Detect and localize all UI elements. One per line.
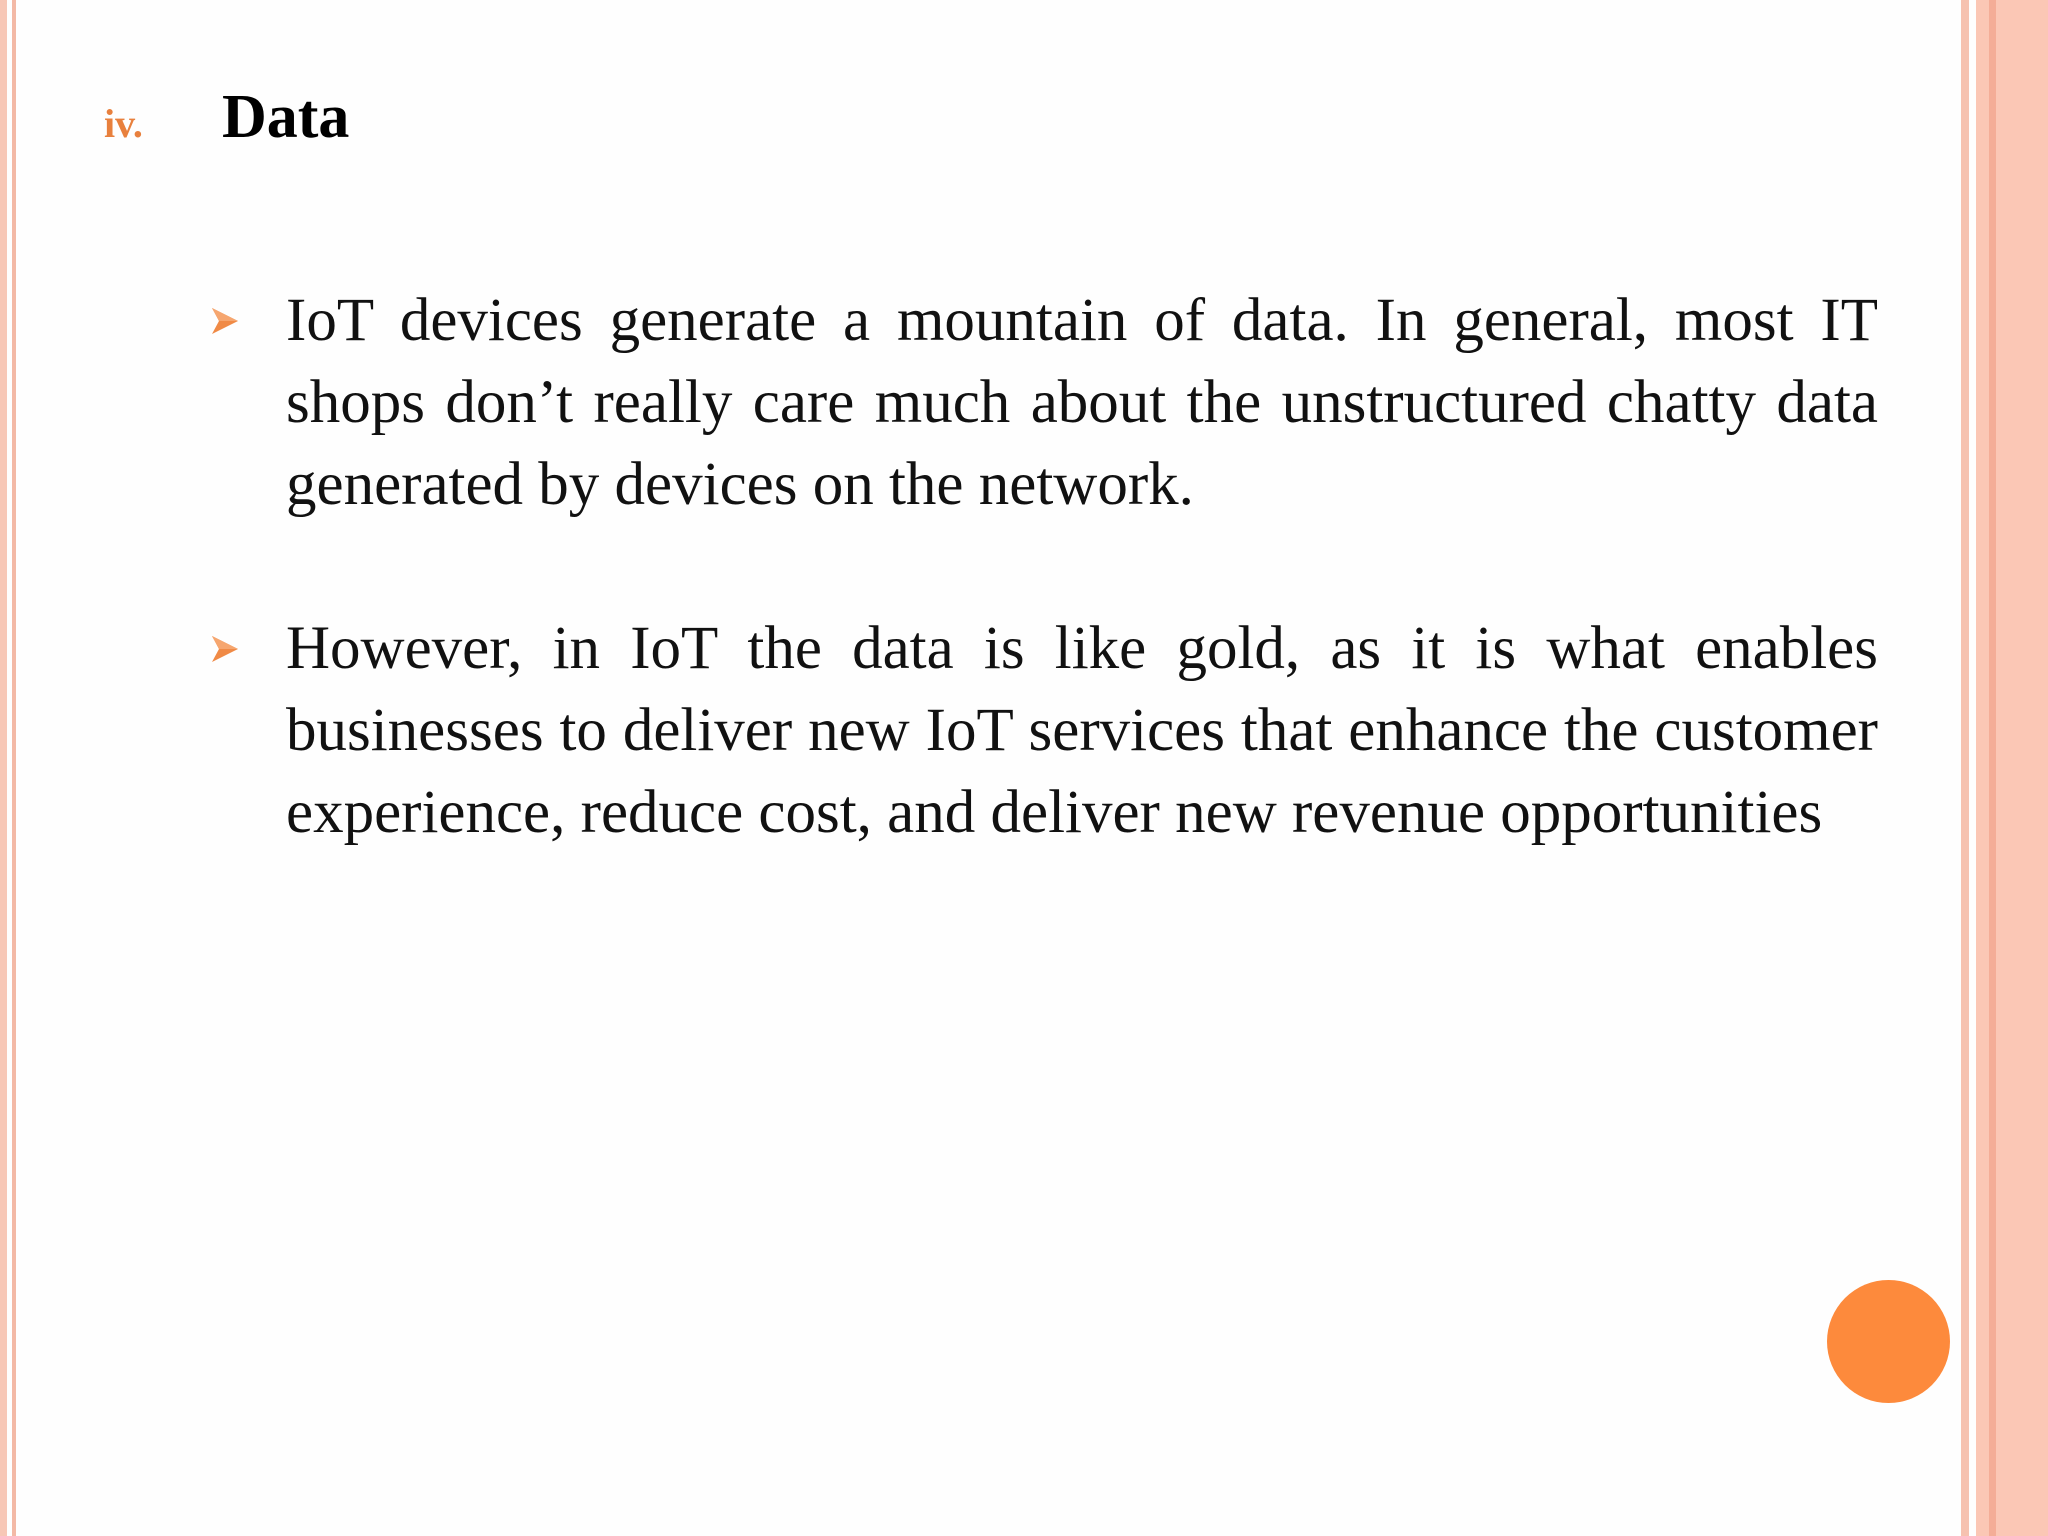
right-frame-band-line — [1989, 0, 1996, 1536]
arrow-bullet-icon — [210, 608, 286, 854]
decorative-circle — [1827, 1280, 1950, 1403]
heading-title: Data — [222, 83, 350, 151]
arrow-bullet-icon — [210, 280, 286, 526]
bullet-item — [210, 280, 1878, 526]
right-frame-band — [1976, 0, 2048, 1536]
bullet-list — [210, 280, 1878, 936]
left-frame-line — [12, 0, 16, 1536]
heading-number: iv. — [104, 101, 143, 146]
slide-heading — [104, 82, 349, 153]
bullet-item — [210, 608, 1878, 854]
right-frame-line — [1961, 0, 1969, 1536]
bullet-text: IoT devices generate a mountain of data. In general, most IT shops don’t really care much about the unstructured chatty data generated by devices on the network. — [286, 287, 1878, 518]
left-frame-stripe — [0, 0, 7, 1536]
bullet-text: However, in IoT the data is like gold, as it is what enables businesses to deliver new IoT services that enhance the customer experience, reduce cost, and deliver new revenue opportunities — [286, 615, 1878, 846]
